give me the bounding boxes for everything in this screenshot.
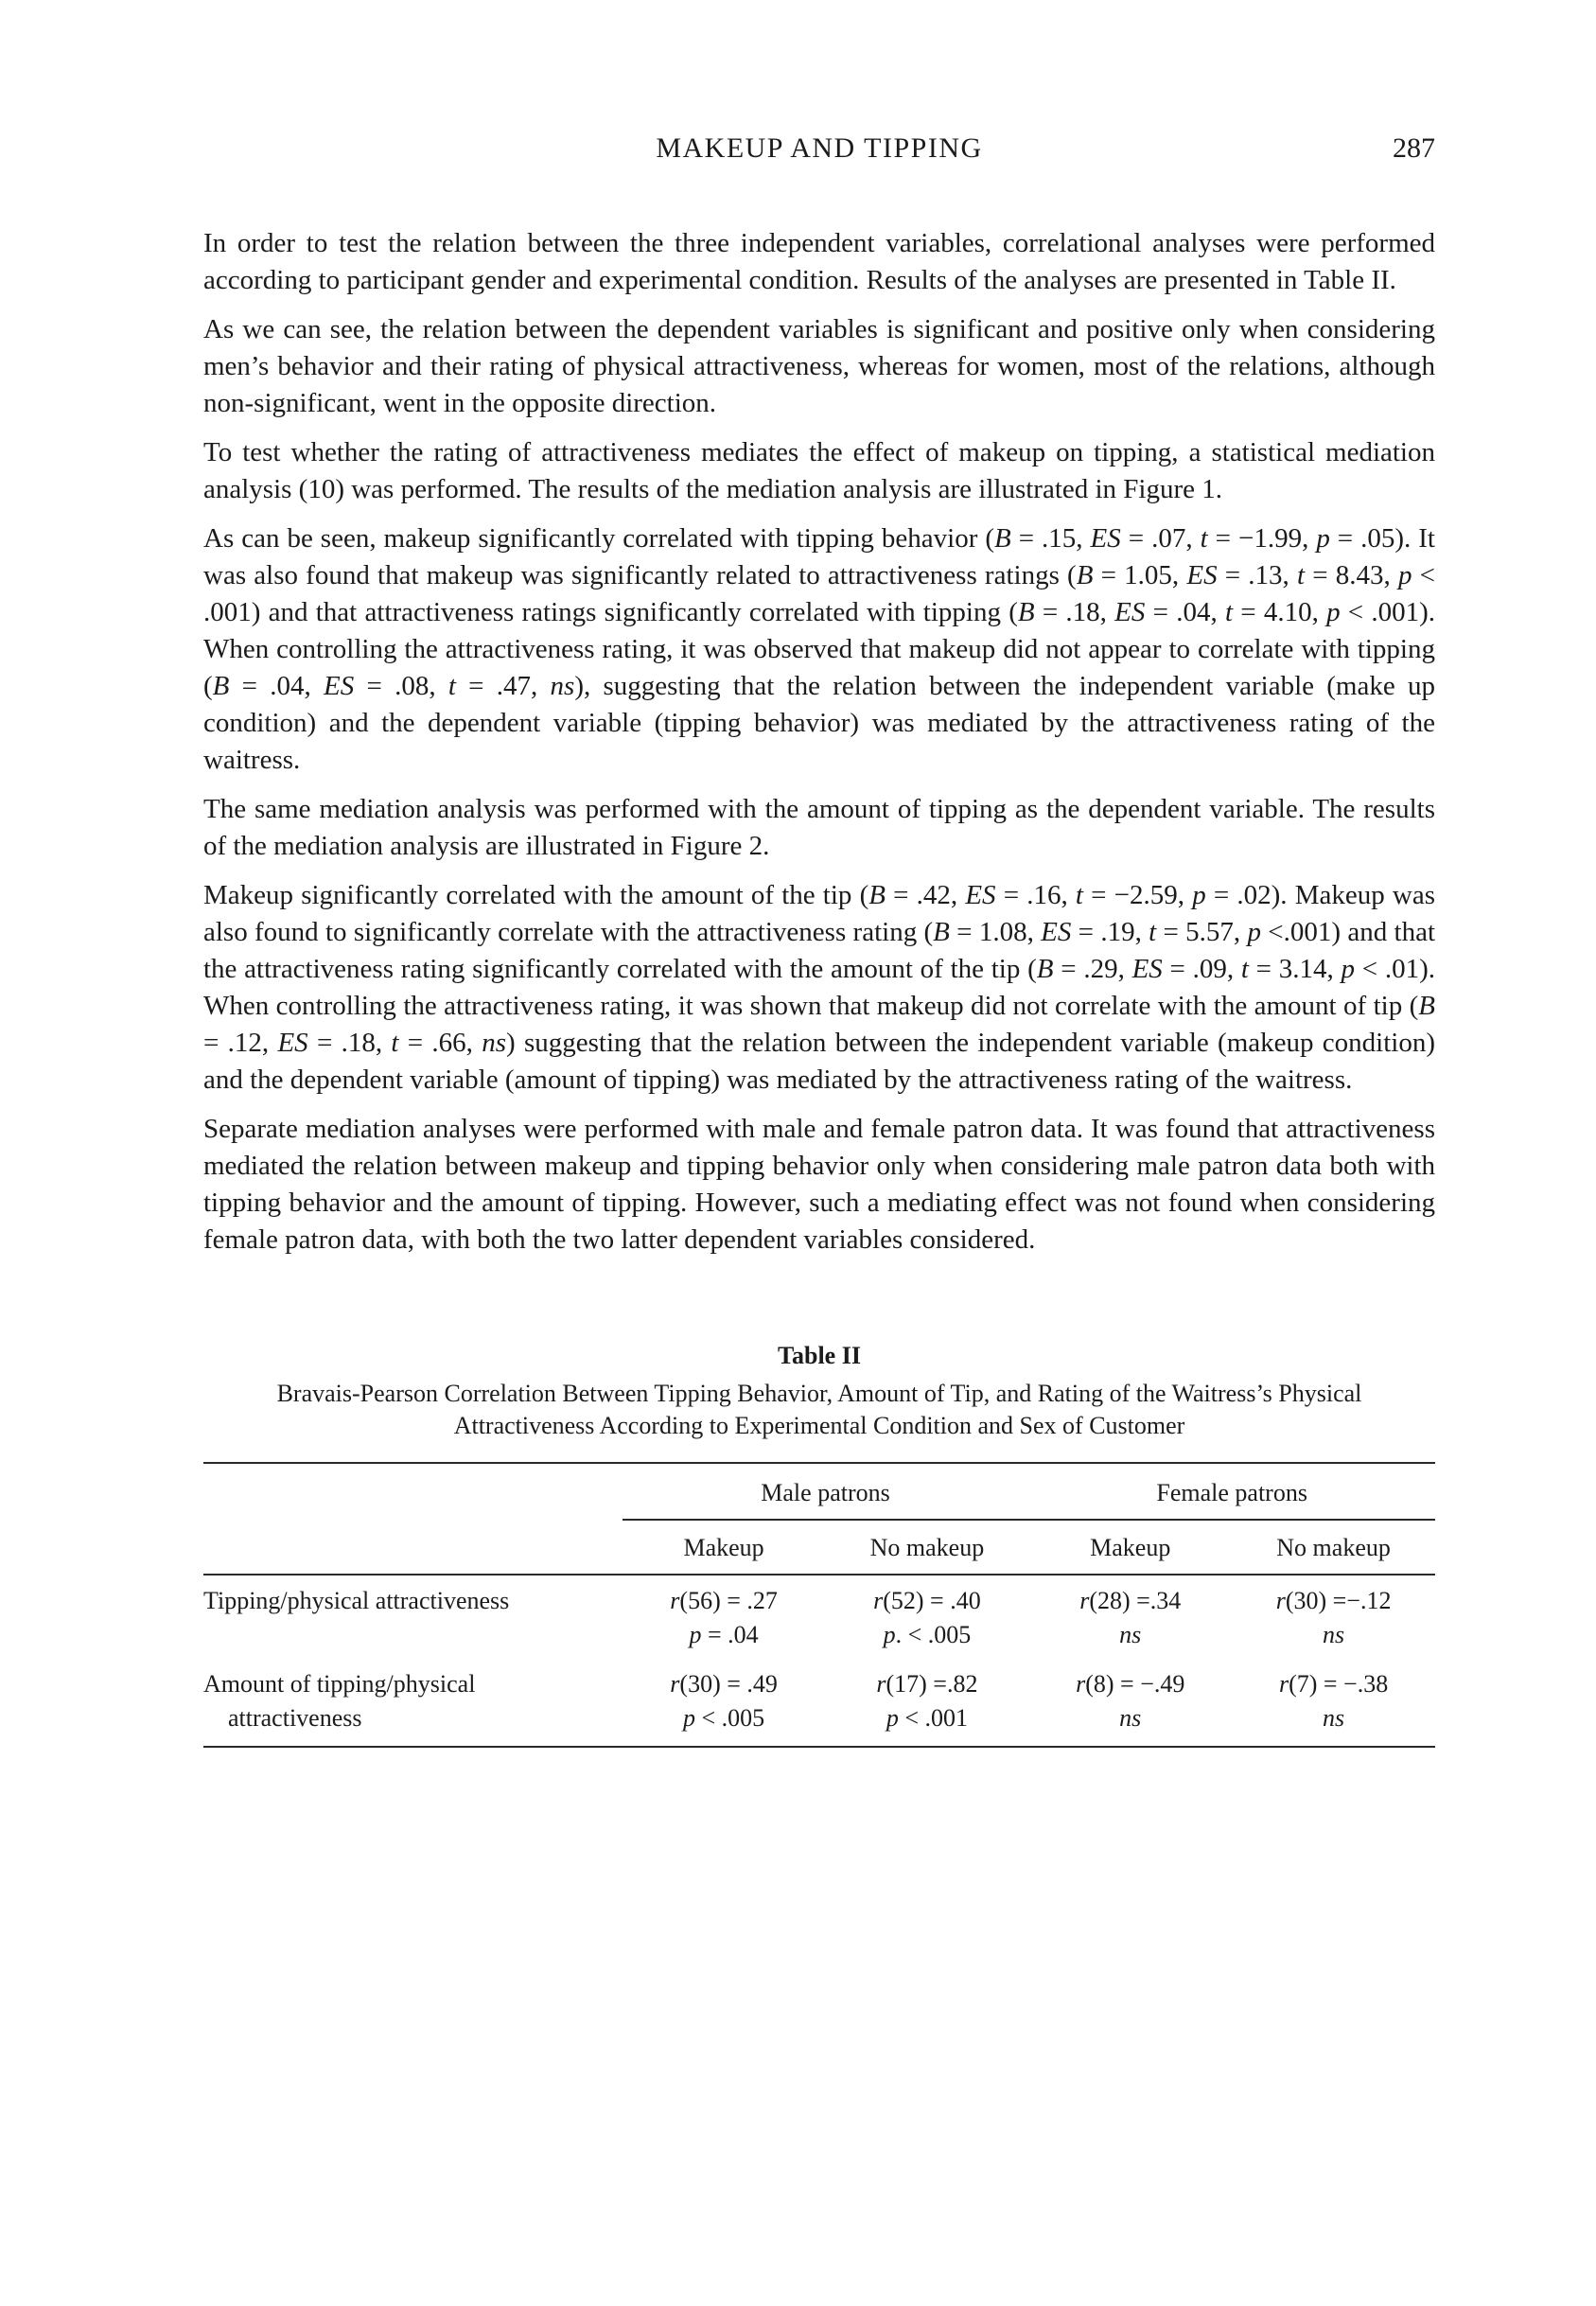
table-row	[203, 1575, 1435, 1617]
paragraph: In order to test the relation between the three independent variables, correlational analyses were performed according to participant gender and experimental condition. Results of the analyses are presented in Table II.	[203, 228, 1435, 295]
p-value: p < .005	[683, 1703, 765, 1732]
paragraph: To test whether the rating of attractiveness mediates the effect of makeup on tipping, a statistical mediation analysis (10) was performed. The results of the mediation analysis are illustrated in Figure 1.	[203, 437, 1435, 504]
table-ii-block	[203, 1342, 1435, 1748]
table-caption: Bravais-Pearson Correlation Between Tipping Behavior, Amount of Tip, and Rating of the Waitress’s Physical Attractiveness According to Experimental Condition and Sex of Customer	[276, 1380, 1362, 1440]
correlation-value: r(30) =−.12	[1275, 1586, 1392, 1614]
page-number: 287	[1393, 132, 1435, 164]
column-group-row	[203, 1463, 1435, 1520]
correlation-value: r(8) = −.49	[1076, 1669, 1185, 1698]
correlation-value: r(7) = −.38	[1278, 1669, 1389, 1698]
column-header-no-makeup: No makeup	[1232, 1520, 1435, 1575]
column-group-male-patrons: Male patrons	[623, 1463, 1029, 1520]
paragraph: Makeup significantly correlated with the amount of the tip (B = .42, ES = .16, t = −2.59, p = .02). Makeup was also found to significantly correlate with the attractiveness rating (B = 1.08, ES = .19, t = 5.57, p <.001) and that the attractiveness rating significantly correlated with the amount of the tip (B = .29, ES = .09, t = 3.14, p < .01). When controlling the attractiveness rating, it was shown that makeup did not correlate with the amount of tip (B = .12, ES = .18, t = .66, ns) suggesting that the relation between the independent variable (makeup condition) and the dependent variable (amount of tipping) was mediated by the attractiveness rating of the waitress.	[203, 880, 1436, 1095]
correlation-value: r(30) = .49	[670, 1669, 778, 1698]
paragraph: Separate mediation analyses were performed with male and female patron data. It was found that attractiveness mediated the relation between makeup and tipping behavior only when considering male patron data both with tipping behavior and the amount of tipping. However, such a mediating effect was not found when considering female patron data, with both the two latter dependent variables considered.	[203, 1114, 1435, 1255]
p-value: p. < .005	[883, 1620, 972, 1648]
p-value: ns	[1119, 1703, 1142, 1732]
correlation-value: r(56) = .27	[670, 1586, 778, 1614]
stub-spacer	[203, 1463, 623, 1520]
paragraph: The same mediation analysis was performed with the amount of tipping as the dependent variable. The results of the mediation analysis are illustrated in Figure 2.	[203, 794, 1435, 861]
body-text	[203, 225, 1435, 1259]
column-header-makeup: Makeup	[623, 1520, 826, 1575]
correlation-value: r(17) =.82	[876, 1669, 978, 1698]
table-title: Table II	[778, 1342, 861, 1369]
table-row	[203, 1617, 1435, 1659]
correlation-table	[203, 1462, 1435, 1748]
row-label-continuation: attractiveness	[228, 1703, 362, 1732]
paragraph: As we can see, the relation between the dependent variables is significant and positive only when considering men’s behavior and their rating of physical attractiveness, whereas for women, most of the relations, although non-significant, went in the opposite direction.	[203, 314, 1435, 418]
column-header-row	[203, 1520, 1435, 1575]
stub-spacer	[203, 1520, 623, 1575]
column-header-no-makeup: No makeup	[826, 1520, 1029, 1575]
column-group-female-patrons: Female patrons	[1028, 1463, 1435, 1520]
row-label: Amount of tipping/physical	[203, 1669, 476, 1698]
running-head	[203, 132, 1435, 165]
table-row	[203, 1659, 1435, 1700]
correlation-value: r(52) = .40	[873, 1586, 981, 1614]
p-value: ns	[1323, 1703, 1345, 1732]
table-row	[203, 1700, 1435, 1747]
row-label-continuation	[203, 1617, 623, 1659]
p-value: p = .04	[689, 1620, 759, 1648]
row-label: Tipping/physical attractiveness	[203, 1586, 510, 1614]
p-value: p < .001	[886, 1703, 968, 1732]
p-value: ns	[1323, 1620, 1345, 1648]
running-title: MAKEUP AND TIPPING	[656, 132, 983, 164]
paragraph: As can be seen, makeup significantly correlated with tipping behavior (B = .15, ES = .07, t = −1.99, p = .05). It was also found that makeup was significantly related to attractiveness ratings (B = 1.05, ES = .13, t = 8.43, p < .001) and that attractiveness ratings significantly correlated with tipping (B = .18, ES = .04, t = 4.10, p < .001). When controlling the attractiveness rating, it was observed that makeup did not appear to correlate with tipping (B = .04, ES = .08, t = .47, ns), suggesting that the relation between the independent variable (make up condition) and the dependent variable (tipping behavior) was mediated by the attractiveness rating of the waitress.	[203, 523, 1436, 775]
column-header-makeup: Makeup	[1028, 1520, 1232, 1575]
p-value: ns	[1119, 1620, 1142, 1648]
correlation-value: r(28) =.34	[1079, 1586, 1182, 1614]
